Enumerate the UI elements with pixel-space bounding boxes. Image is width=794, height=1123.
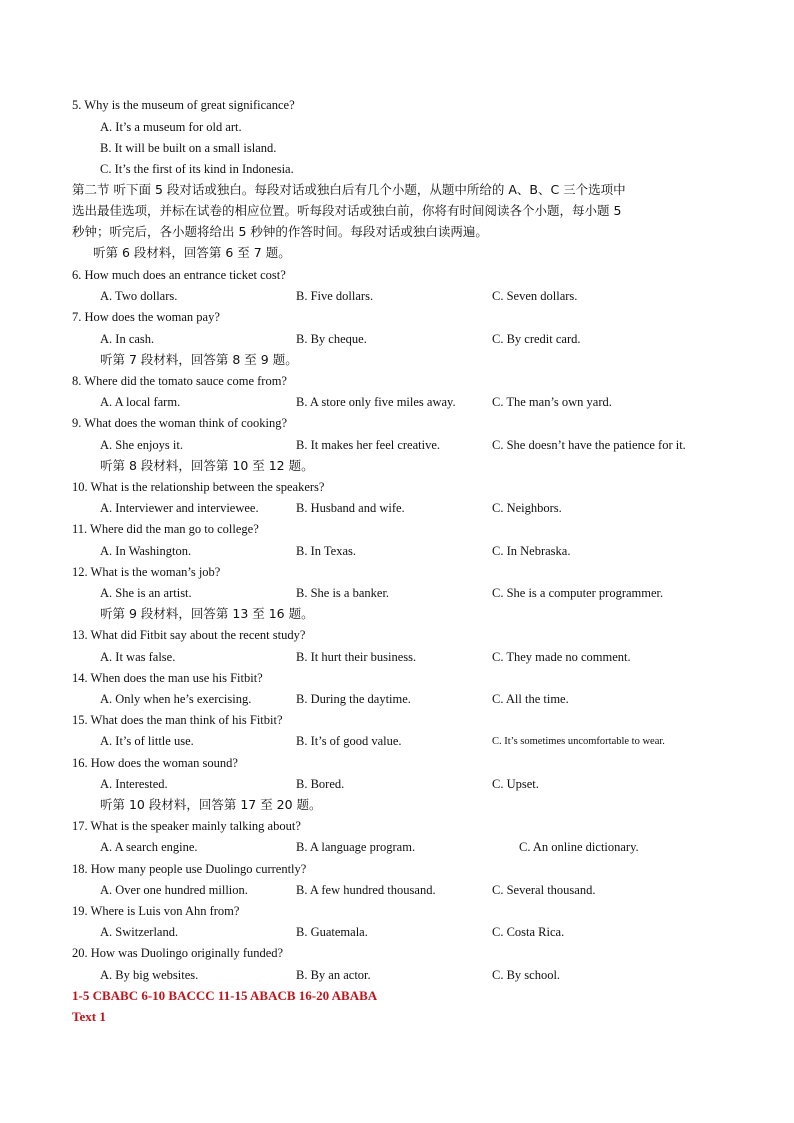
question-19-option-b: B. Guatemala.	[296, 925, 368, 939]
question-6-option-b: B. Five dollars.	[296, 289, 374, 303]
question-8-option-a: A. A local farm.	[100, 395, 181, 409]
question-17-stem: 17. What is the speaker mainly talking about?	[72, 819, 301, 833]
question-10-stem: 10. What is the relationship between the speakers?	[72, 480, 325, 494]
section2-instruction-line2: 选出最佳选项，并标在试卷的相应位置。听每段对话或独白前，你将有时间阅读各个小题，每小题 5	[72, 203, 622, 218]
question-11-stem: 11. Where did the man go to college?	[72, 522, 259, 536]
question-17-option-c: C. An online dictionary.	[519, 840, 639, 854]
question-19-stem: 19. Where is Luis von Ahn from?	[72, 904, 240, 918]
question-11-option-a: A. In Washington.	[100, 544, 192, 558]
question-16-option-a: A. Interested.	[100, 777, 168, 791]
question-13-option-a: A. It was false.	[100, 650, 176, 664]
question-20-option-b: B. By an actor.	[296, 968, 371, 982]
question-20-option-c: C. By school.	[492, 968, 561, 982]
question-18-option-a: A. Over one hundred million.	[100, 883, 248, 897]
question-18-option-c: C. Several thousand.	[492, 883, 596, 897]
question-8-option-b: B. A store only five miles away.	[296, 395, 456, 409]
question-8-stem: 8. Where did the tomato sauce come from?	[72, 374, 287, 388]
material-9-header: 听第 9 段材料，回答第 13 至 16 题。	[100, 606, 314, 621]
section2-instruction-line1: 第二节 听下面 5 段对话或独白。每段对话或独白后有几个小题，从题中所给的 A、B、C 三个选项中	[72, 182, 626, 197]
question-7-option-a: A. In cash.	[100, 332, 155, 346]
question-12-option-b: B. She is a banker.	[296, 586, 390, 600]
question-14-option-a: A. Only when he’s exercising.	[100, 692, 252, 706]
question-9-option-a: A. She enjoys it.	[100, 438, 183, 452]
question-9-stem: 9. What does the woman think of cooking?	[72, 416, 288, 430]
question-13-option-b: B. It hurt their business.	[296, 650, 417, 664]
question-6-option-c: C. Seven dollars.	[492, 289, 578, 303]
question-12-option-c: C. She is a computer programmer.	[492, 586, 664, 600]
question-6-stem: 6. How much does an entrance ticket cost?	[72, 268, 286, 282]
question-19-option-a: A. Switzerland.	[100, 925, 179, 939]
question-12-option-a: A. She is an artist.	[100, 586, 192, 600]
section2-instruction-line3: 秒钟；听完后，各小题将给出 5 秒钟的作答时间。每段对话或独白读两遍。	[72, 224, 488, 239]
question-16-stem: 16. How does the woman sound?	[72, 756, 238, 770]
material-6-header: 听第 6 段材料，回答第 6 至 7 题。	[93, 245, 291, 260]
question-14-stem: 14. When does the man use his Fitbit?	[72, 671, 263, 685]
question-12-stem: 12. What is the woman’s job?	[72, 565, 221, 579]
question-20-stem: 20. How was Duolingo originally funded?	[72, 946, 284, 960]
question-15-option-b: B. It’s of good value.	[296, 734, 402, 748]
question-15-option-a: A. It’s of little use.	[100, 734, 194, 748]
question-18-stem: 18. How many people use Duolingo currently?	[72, 862, 307, 876]
answer-key: 1-5 CBABC 6-10 BACCC 11-15 ABACB 16-20 ABABA	[72, 988, 378, 1003]
question-5-stem: 5. Why is the museum of great significance?	[72, 98, 295, 112]
material-10-header: 听第 10 段材料，回答第 17 至 20 题。	[100, 797, 322, 812]
question-9-option-b: B. It makes her feel creative.	[296, 438, 441, 452]
question-18-option-b: B. A few hundred thousand.	[296, 883, 436, 897]
question-5-option-c: C. It’s the first of its kind in Indonesia.	[100, 162, 294, 176]
question-8-option-c: C. The man’s own yard.	[492, 395, 612, 409]
question-7-option-b: B. By cheque.	[296, 332, 367, 346]
question-10-option-c: C. Neighbors.	[492, 501, 562, 515]
question-7-stem: 7. How does the woman pay?	[72, 310, 220, 324]
question-11-option-b: B. In Texas.	[296, 544, 356, 558]
text1-heading: Text 1	[72, 1009, 106, 1024]
question-9-option-c: C. She doesn’t have the patience for it.	[492, 438, 686, 452]
material-7-header: 听第 7 段材料，回答第 8 至 9 题。	[100, 352, 298, 367]
question-5-option-b: B. It will be built on a small island.	[100, 141, 277, 155]
question-13-option-c: C. They made no comment.	[492, 650, 631, 664]
question-20-option-a: A. By big websites.	[100, 968, 199, 982]
question-14-option-c: C. All the time.	[492, 692, 569, 706]
question-7-option-c: C. By credit card.	[492, 332, 581, 346]
question-10-option-b: B. Husband and wife.	[296, 501, 405, 515]
material-8-header: 听第 8 段材料，回答第 10 至 12 题。	[100, 458, 314, 473]
question-15-option-c: C. It’s sometimes uncomfortable to wear.	[492, 736, 665, 747]
question-10-option-a: A. Interviewer and interviewee.	[100, 501, 259, 515]
question-15-stem: 15. What does the man think of his Fitbit?	[72, 713, 283, 727]
question-17-option-a: A. A search engine.	[100, 840, 198, 854]
question-16-option-b: B. Bored.	[296, 777, 345, 791]
question-16-option-c: C. Upset.	[492, 777, 539, 791]
question-19-option-c: C. Costa Rica.	[492, 925, 565, 939]
question-11-option-c: C. In Nebraska.	[492, 544, 571, 558]
question-17-option-b: B. A language program.	[296, 840, 416, 854]
question-13-stem: 13. What did Fitbit say about the recent study?	[72, 628, 306, 642]
question-5-option-a: A. It’s a museum for old art.	[100, 120, 242, 134]
question-6-option-a: A. Two dollars.	[100, 289, 178, 303]
question-14-option-b: B. During the daytime.	[296, 692, 411, 706]
